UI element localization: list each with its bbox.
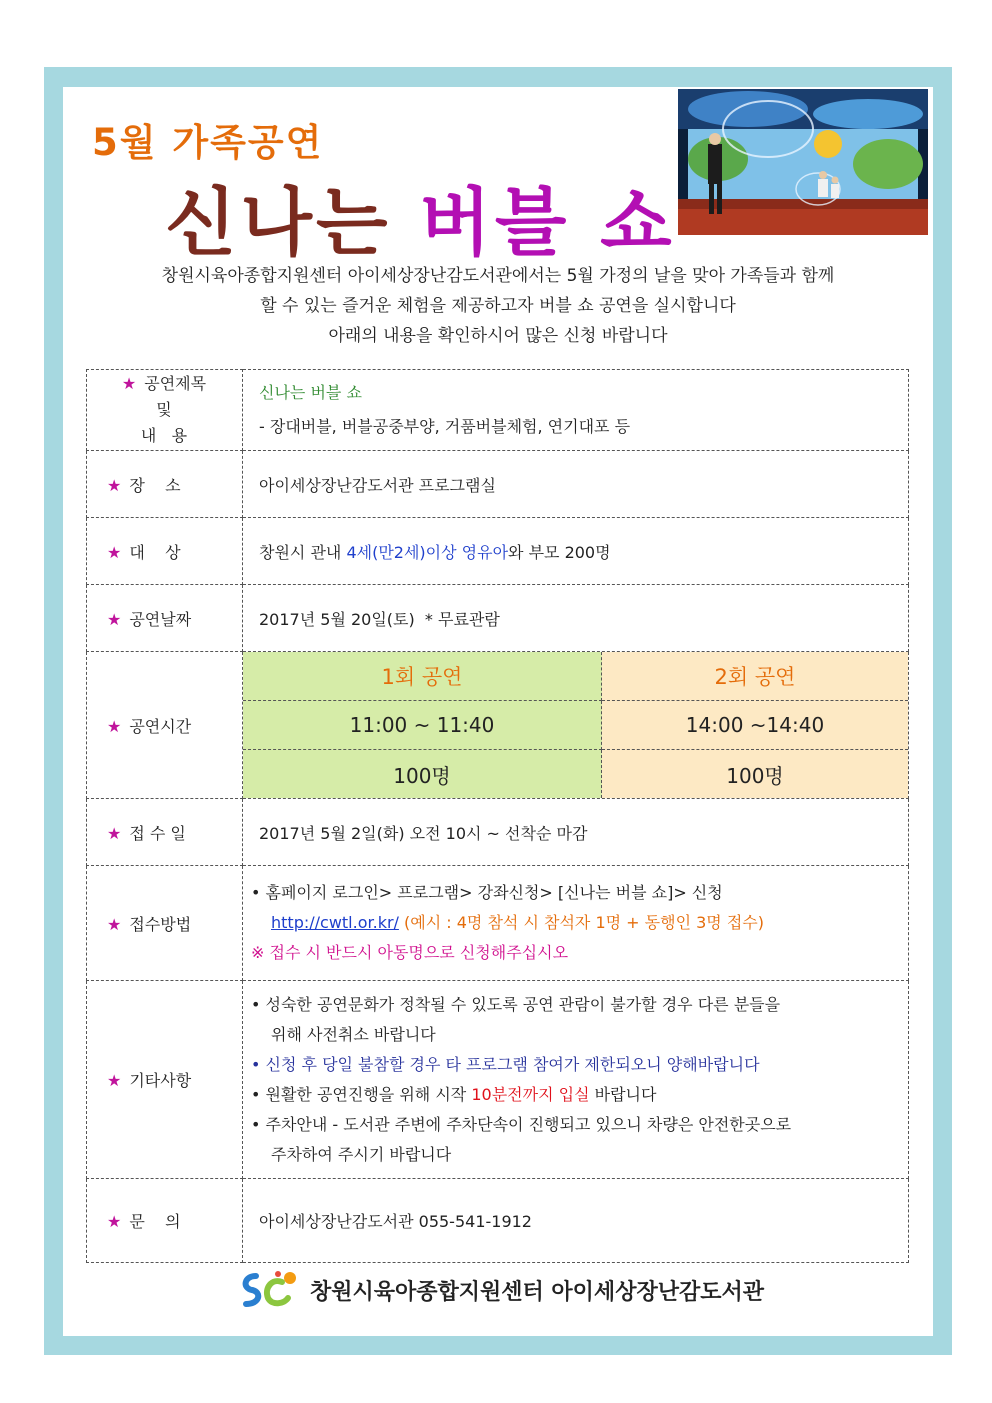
event-title-part1: 신나는 [165, 180, 392, 266]
value-contact: 아이세상장난감도서관 055-541-1912 [243, 1179, 909, 1263]
footer [238, 1268, 764, 1312]
label-contact: ★ 문 의 [87, 1179, 243, 1263]
star-icon: ★ [107, 609, 122, 629]
homepage-link[interactable]: http://cwtl.or.kr/ [271, 913, 399, 932]
session-2-time: 14:00 ~14:40 [602, 701, 909, 750]
star-icon: ★ [107, 1071, 122, 1090]
bubble-show-photo-image [678, 89, 928, 235]
intro-line-1: 창원시육아종합지원센터 아이세상장난감도서관에서는 5월 가정의 날을 맞아 가족들과 함께 [161, 266, 835, 286]
org-name: 창원시육아종합지원센터 아이세상장난감도서관 [310, 1279, 764, 1305]
label-etc: ★ 기타사항 [87, 981, 243, 1179]
intro-line-2: 할 수 있는 즐거운 체험을 제공하고자 버블 쇼 공연을 실시합니다 [260, 296, 736, 316]
star-icon: ★ [107, 542, 122, 562]
etc-item-4-cont: 주차하여 주시기 바랍니다 [271, 1144, 452, 1164]
intro-text [63, 261, 933, 351]
label-title: ★ 공연제목 및 내 용 [87, 370, 243, 451]
label-target: ★ 대 상 [87, 518, 243, 585]
table-row-contact [87, 1179, 909, 1263]
table-row-date [87, 585, 909, 652]
star-icon: ★ [107, 475, 122, 495]
value-etc [243, 981, 909, 1179]
method-example: (예시 : 4명 참석 시 참석자 1명 + 동행인 3명 접수) [398, 913, 764, 932]
session-title-row [243, 652, 908, 701]
session-1-time: 11:00 ~ 11:40 [243, 701, 602, 750]
bubble-show-photo [678, 89, 928, 235]
event-title [165, 164, 676, 270]
session-capacity-row [243, 750, 908, 799]
star-icon: ★ [107, 1212, 122, 1231]
table-row-target [87, 518, 909, 585]
table-row-etc [87, 981, 909, 1179]
value-time [243, 652, 909, 799]
etc-item-1-cont: 위해 사전취소 바랍니다 [271, 1024, 436, 1044]
label-place: ★ 장 소 [87, 451, 243, 518]
etc-item-1: • 성숙한 공연문화가 정착될 수 있도록 공연 관람이 불가할 경우 다른 분들을 [251, 994, 781, 1014]
label-method: ★ 접수방법 [87, 866, 243, 981]
value-title [243, 370, 909, 451]
session-1-capacity: 100명 [243, 750, 602, 799]
star-icon: ★ [107, 823, 122, 843]
method-link-line [251, 908, 907, 938]
star-icon: ★ [107, 716, 122, 736]
label-time: ★ 공연시간 [87, 652, 243, 799]
event-title-part2: 버블 쇼 [419, 180, 676, 266]
label-apply-date: ★ 접 수 일 [87, 799, 243, 866]
show-title: 신나는 버블 쇼 [259, 383, 362, 402]
etc-item-3: • 원활한 공연진행을 위해 시작 10분전까지 입실 바랍니다 [251, 1084, 657, 1104]
table-row-place [87, 451, 909, 518]
table-row-time [87, 652, 909, 799]
session-2-capacity: 100명 [602, 750, 909, 799]
label-date: ★ 공연날짜 [87, 585, 243, 652]
session-1-title: 1회 공연 [243, 652, 602, 701]
star-icon: ★ [107, 914, 122, 934]
etc-item-2: • 신청 후 당일 불참할 경우 타 프로그램 참여가 제한되오니 양해바랍니다 [251, 1054, 760, 1074]
session-2-title: 2회 공연 [602, 652, 909, 701]
session-table [243, 652, 908, 798]
table-row-title [87, 370, 909, 451]
value-apply-date: 2017년 5월 2일(화) 오전 10시 ~ 선착순 마감 [243, 799, 909, 866]
method-steps: • 홈페이지 로그인> 프로그램> 강좌신청> [신나는 버블 쇼]> 신청 [251, 883, 723, 902]
value-target: 창원시 관내 4세(만2세)이상 영유아와 부모 200명 [243, 518, 909, 585]
info-table [86, 369, 909, 1263]
value-place: 아이세상장난감도서관 프로그램실 [243, 451, 909, 518]
table-row-method [87, 866, 909, 981]
intro-line-3: 아래의 내용을 확인하시어 많은 신청 바랍니다 [328, 326, 668, 346]
table-row-apply-date [87, 799, 909, 866]
event-subtitle: 5월 가족공연 [92, 121, 324, 164]
session-time-row [243, 701, 908, 750]
etc-item-4: • 주차안내 - 도서관 주변에 주차단속이 진행되고 있으니 차량은 안전한곳으로 [251, 1114, 792, 1134]
value-method [243, 866, 909, 981]
star-icon: ★ [121, 374, 137, 393]
value-date: 2017년 5월 20일(토) * 무료관람 [243, 585, 909, 652]
show-description: - 장대버블, 버블공중부양, 거품버블체험, 연기대포 등 [259, 417, 631, 436]
method-note: ※ 접수 시 반드시 아동명으로 신청해주십시오 [251, 943, 569, 962]
org-logo-icon [238, 1268, 302, 1312]
